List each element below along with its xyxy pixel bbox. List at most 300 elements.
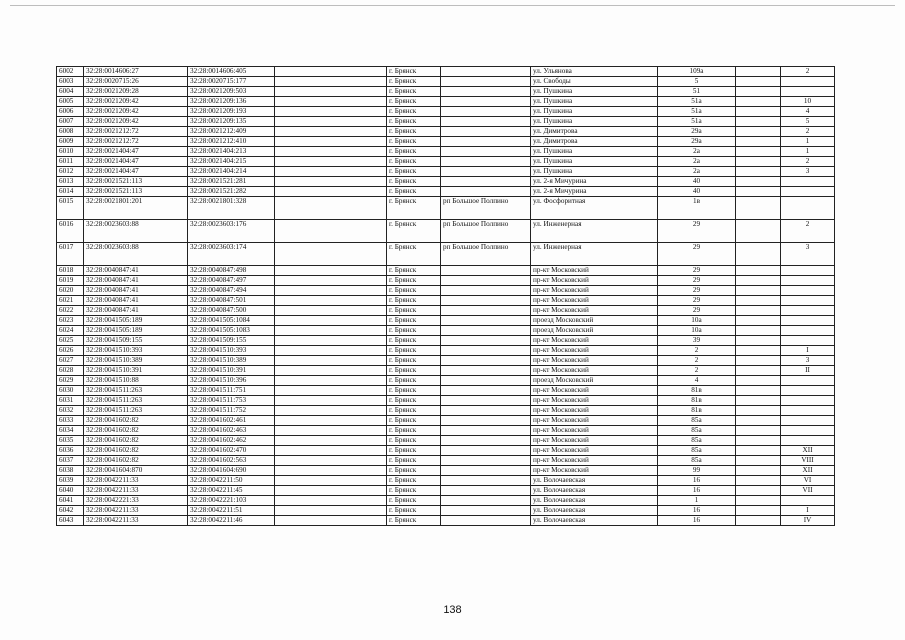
- cell-city: г. Брянск: [387, 516, 441, 526]
- cell-row-number: 6038: [57, 466, 84, 476]
- cell-city: г. Брянск: [387, 117, 441, 127]
- cell-city: г. Брянск: [387, 306, 441, 316]
- cell-cadastral-number-object: 32:28:0041511:753: [188, 396, 275, 406]
- cell-apartment: XII: [781, 466, 835, 476]
- cell-street: проезд Московский: [531, 316, 658, 326]
- cell-building: [736, 276, 781, 286]
- cell-building: [736, 346, 781, 356]
- cell-street: ул. Волочаевская: [531, 516, 658, 526]
- cell-street: ул. 2-я Мичурина: [531, 177, 658, 187]
- cell-street: проезд Московский: [531, 376, 658, 386]
- cell-cadastral-number-parcel: 32:28:0021212:72: [84, 127, 188, 137]
- cell-apartment: [781, 286, 835, 296]
- cell-building: [736, 157, 781, 167]
- cell-building: [736, 496, 781, 506]
- cell-settlement: [441, 466, 531, 476]
- cell-house-number: 10а: [658, 326, 736, 336]
- cell-city: г. Брянск: [387, 296, 441, 306]
- cell-col-empty: [275, 436, 387, 446]
- cell-cadastral-number-object: 32:28:0041511:752: [188, 406, 275, 416]
- table-row: [57, 117, 835, 127]
- cell-settlement: [441, 356, 531, 366]
- cell-apartment: [781, 426, 835, 436]
- cell-house-number: 81в: [658, 406, 736, 416]
- cell-apartment: 2: [781, 127, 835, 137]
- cell-house-number: 29: [658, 296, 736, 306]
- cell-apartment: [781, 296, 835, 306]
- cell-cadastral-number-parcel: 32:28:0042211:33: [84, 476, 188, 486]
- cell-settlement: [441, 316, 531, 326]
- cell-settlement: [441, 306, 531, 316]
- cell-apartment: [781, 496, 835, 506]
- cell-settlement: [441, 486, 531, 496]
- cell-city: г. Брянск: [387, 266, 441, 276]
- cell-cadastral-number-parcel: 32:28:0021209:42: [84, 97, 188, 107]
- cell-house-number: 29: [658, 306, 736, 316]
- cell-settlement: [441, 87, 531, 97]
- cell-apartment: [781, 436, 835, 446]
- cell-cadastral-number-parcel: 32:28:0021404:47: [84, 157, 188, 167]
- cell-house-number: 1в: [658, 197, 736, 220]
- cell-settlement: [441, 296, 531, 306]
- cell-settlement: рп Большое Полпино: [441, 243, 531, 266]
- table-row: [57, 406, 835, 416]
- cell-city: г. Брянск: [387, 147, 441, 157]
- cell-building: [736, 316, 781, 326]
- cell-cadastral-number-object: 32:28:0021521:282: [188, 187, 275, 197]
- table-row: [57, 496, 835, 506]
- cell-cadastral-number-parcel: 32:28:0041505:189: [84, 326, 188, 336]
- cell-row-number: 6042: [57, 506, 84, 516]
- cell-apartment: 3: [781, 356, 835, 366]
- cell-apartment: [781, 376, 835, 386]
- cell-street: ул. Инженерная: [531, 220, 658, 243]
- cell-col-empty: [275, 396, 387, 406]
- cell-settlement: [441, 117, 531, 127]
- cell-row-number: 6028: [57, 366, 84, 376]
- table-row: [57, 396, 835, 406]
- cell-settlement: [441, 276, 531, 286]
- cell-cadastral-number-object: 32:28:0042211:45: [188, 486, 275, 496]
- cell-building: [736, 137, 781, 147]
- cell-cadastral-number-parcel: 32:28:0041602:82: [84, 456, 188, 466]
- cell-settlement: [441, 286, 531, 296]
- cell-cadastral-number-parcel: 32:28:0023603:88: [84, 243, 188, 266]
- cell-col-empty: [275, 220, 387, 243]
- cell-cadastral-number-parcel: 32:28:0040847:41: [84, 266, 188, 276]
- cell-apartment: [781, 276, 835, 286]
- cell-house-number: 29: [658, 220, 736, 243]
- cell-row-number: 6023: [57, 316, 84, 326]
- cell-row-number: 6017: [57, 243, 84, 266]
- cell-cadastral-number-parcel: 32:28:0021521:113: [84, 177, 188, 187]
- cell-settlement: [441, 406, 531, 416]
- cell-cadastral-number-object: 32:28:0042211:46: [188, 516, 275, 526]
- cell-row-number: 6031: [57, 396, 84, 406]
- cell-col-empty: [275, 336, 387, 346]
- cell-row-number: 6002: [57, 67, 84, 77]
- cell-city: г. Брянск: [387, 243, 441, 266]
- cell-house-number: 16: [658, 486, 736, 496]
- cell-apartment: [781, 416, 835, 426]
- cell-col-empty: [275, 356, 387, 366]
- cell-city: г. Брянск: [387, 67, 441, 77]
- cell-city: г. Брянск: [387, 137, 441, 147]
- cell-row-number: 6011: [57, 157, 84, 167]
- table-row: [57, 336, 835, 346]
- table-row: [57, 356, 835, 366]
- cell-apartment: IV: [781, 516, 835, 526]
- cell-city: г. Брянск: [387, 376, 441, 386]
- cell-city: г. Брянск: [387, 316, 441, 326]
- cell-settlement: [441, 376, 531, 386]
- table-row: [57, 386, 835, 396]
- cell-apartment: [781, 266, 835, 276]
- cell-row-number: 6024: [57, 326, 84, 336]
- cell-cadastral-number-parcel: 32:28:0021212:72: [84, 137, 188, 147]
- cell-apartment: I: [781, 346, 835, 356]
- cell-settlement: [441, 336, 531, 346]
- cell-house-number: 51а: [658, 97, 736, 107]
- cell-street: пр-кт Московский: [531, 446, 658, 456]
- cell-cadastral-number-object: 32:28:0021212:409: [188, 127, 275, 137]
- cell-apartment: 2: [781, 157, 835, 167]
- cell-cadastral-number-parcel: 32:28:0021521:113: [84, 187, 188, 197]
- cell-city: г. Брянск: [387, 356, 441, 366]
- cell-city: г. Брянск: [387, 157, 441, 167]
- cell-apartment: [781, 306, 835, 316]
- table-row: [57, 197, 835, 220]
- cell-col-empty: [275, 376, 387, 386]
- cell-building: [736, 446, 781, 456]
- cell-cadastral-number-parcel: 32:28:0040847:41: [84, 306, 188, 316]
- cell-col-empty: [275, 346, 387, 356]
- cell-row-number: 6036: [57, 446, 84, 456]
- cell-row-number: 6015: [57, 197, 84, 220]
- cell-street: пр-кт Московский: [531, 426, 658, 436]
- cell-house-number: 85а: [658, 456, 736, 466]
- cell-cadastral-number-parcel: 32:28:0021209:42: [84, 117, 188, 127]
- cell-col-empty: [275, 197, 387, 220]
- cell-row-number: 6027: [57, 356, 84, 366]
- cell-settlement: рп Большое Полпино: [441, 197, 531, 220]
- cell-house-number: 29а: [658, 127, 736, 137]
- cell-house-number: 51а: [658, 107, 736, 117]
- cell-house-number: 2: [658, 366, 736, 376]
- cell-street: ул. Пушкина: [531, 147, 658, 157]
- cell-row-number: 6022: [57, 306, 84, 316]
- cell-settlement: [441, 326, 531, 336]
- cell-settlement: [441, 67, 531, 77]
- cell-house-number: 2а: [658, 147, 736, 157]
- table-row: [57, 107, 835, 117]
- cell-cadastral-number-object: 32:28:0040847:500: [188, 306, 275, 316]
- cell-settlement: [441, 386, 531, 396]
- cell-house-number: 1: [658, 496, 736, 506]
- cell-building: [736, 177, 781, 187]
- table-row: [57, 177, 835, 187]
- cell-house-number: 4: [658, 376, 736, 386]
- cell-cadastral-number-parcel: 32:28:0021209:42: [84, 107, 188, 117]
- cell-cadastral-number-object: 32:28:0041602:563: [188, 456, 275, 466]
- cell-apartment: 3: [781, 243, 835, 266]
- cell-cadastral-number-object: 32:28:0041602:463: [188, 426, 275, 436]
- cell-settlement: [441, 157, 531, 167]
- cell-cadastral-number-parcel: 32:28:0041602:82: [84, 436, 188, 446]
- cell-city: г. Брянск: [387, 456, 441, 466]
- table-row: [57, 346, 835, 356]
- cell-cadastral-number-object: 32:28:0040847:498: [188, 266, 275, 276]
- cell-col-empty: [275, 326, 387, 336]
- cell-city: г. Брянск: [387, 97, 441, 107]
- cell-cadastral-number-object: 32:28:0041604:690: [188, 466, 275, 476]
- table-row: [57, 137, 835, 147]
- cell-city: г. Брянск: [387, 416, 441, 426]
- cell-building: [736, 456, 781, 466]
- cell-settlement: [441, 167, 531, 177]
- table-row: [57, 67, 835, 77]
- cell-row-number: 6004: [57, 87, 84, 97]
- cell-cadastral-number-parcel: 32:28:0042211:33: [84, 506, 188, 516]
- cell-apartment: [781, 197, 835, 220]
- cell-cadastral-number-parcel: 32:28:0041511:263: [84, 396, 188, 406]
- cell-apartment: [781, 406, 835, 416]
- cell-cadastral-number-object: 32:28:0040847:497: [188, 276, 275, 286]
- cell-cadastral-number-parcel: 32:28:0042211:33: [84, 486, 188, 496]
- cell-col-empty: [275, 426, 387, 436]
- cell-house-number: 51: [658, 87, 736, 97]
- cell-apartment: [781, 336, 835, 346]
- cell-cadastral-number-object: 32:28:0021209:136: [188, 97, 275, 107]
- cell-cadastral-number-object: 32:28:0021209:135: [188, 117, 275, 127]
- table-row: [57, 87, 835, 97]
- cell-apartment: I: [781, 506, 835, 516]
- cell-cadastral-number-object: 32:28:0041510:393: [188, 346, 275, 356]
- table-body: [57, 67, 835, 526]
- cell-row-number: 6026: [57, 346, 84, 356]
- cell-house-number: 29: [658, 286, 736, 296]
- cell-cadastral-number-parcel: 32:28:0041511:263: [84, 386, 188, 396]
- cell-col-empty: [275, 107, 387, 117]
- cell-col-empty: [275, 456, 387, 466]
- cell-house-number: 29а: [658, 137, 736, 147]
- scan-edge-line: [10, 5, 895, 6]
- cell-city: г. Брянск: [387, 396, 441, 406]
- table-row: [57, 157, 835, 167]
- cell-house-number: 5: [658, 77, 736, 87]
- cell-street: ул. Свободы: [531, 77, 658, 87]
- cell-cadastral-number-parcel: 32:28:0041510:393: [84, 346, 188, 356]
- cell-cadastral-number-parcel: 32:28:0041511:263: [84, 406, 188, 416]
- cell-house-number: 2а: [658, 157, 736, 167]
- cell-street: пр-кт Московский: [531, 366, 658, 376]
- cell-col-empty: [275, 516, 387, 526]
- cell-settlement: [441, 346, 531, 356]
- cell-building: [736, 336, 781, 346]
- cell-row-number: 6005: [57, 97, 84, 107]
- table-row: [57, 456, 835, 466]
- cell-building: [736, 77, 781, 87]
- cell-col-empty: [275, 243, 387, 266]
- cell-street: проезд Московский: [531, 326, 658, 336]
- cell-building: [736, 386, 781, 396]
- cell-street: пр-кт Московский: [531, 396, 658, 406]
- cell-building: [736, 486, 781, 496]
- cell-col-empty: [275, 147, 387, 157]
- cell-apartment: [781, 326, 835, 336]
- cell-cadastral-number-object: 32:28:0021404:215: [188, 157, 275, 167]
- cell-settlement: [441, 97, 531, 107]
- cell-cadastral-number-object: 32:28:0014606:405: [188, 67, 275, 77]
- cell-house-number: 16: [658, 516, 736, 526]
- cell-cadastral-number-parcel: 32:28:0021404:47: [84, 147, 188, 157]
- table-row: [57, 266, 835, 276]
- cell-cadastral-number-parcel: 32:28:0014606:27: [84, 67, 188, 77]
- cell-house-number: 2: [658, 356, 736, 366]
- cell-cadastral-number-parcel: 32:28:0040847:41: [84, 286, 188, 296]
- cell-settlement: [441, 366, 531, 376]
- cell-row-number: 6039: [57, 476, 84, 486]
- cell-row-number: 6008: [57, 127, 84, 137]
- cell-apartment: 2: [781, 220, 835, 243]
- page-number: 138: [443, 604, 462, 616]
- cell-building: [736, 396, 781, 406]
- cell-row-number: 6035: [57, 436, 84, 446]
- cell-building: [736, 220, 781, 243]
- cell-street: ул. Волочаевская: [531, 496, 658, 506]
- cell-cadastral-number-object: 32:28:0041505:1084: [188, 316, 275, 326]
- property-register-table: [56, 66, 835, 526]
- cell-city: г. Брянск: [387, 366, 441, 376]
- cell-row-number: 6033: [57, 416, 84, 426]
- cell-street: ул. Инженерная: [531, 243, 658, 266]
- cell-street: пр-кт Московский: [531, 296, 658, 306]
- cell-city: г. Брянск: [387, 426, 441, 436]
- cell-col-empty: [275, 476, 387, 486]
- cell-col-empty: [275, 496, 387, 506]
- cell-building: [736, 516, 781, 526]
- cell-house-number: 2: [658, 346, 736, 356]
- table-row: [57, 366, 835, 376]
- cell-street: ул. Пушкина: [531, 157, 658, 167]
- cell-settlement: рп Большое Полпино: [441, 220, 531, 243]
- cell-row-number: 6034: [57, 426, 84, 436]
- cell-street: пр-кт Московский: [531, 466, 658, 476]
- cell-row-number: 6029: [57, 376, 84, 386]
- cell-cadastral-number-parcel: 32:28:0041510:88: [84, 376, 188, 386]
- cell-city: г. Брянск: [387, 436, 441, 446]
- cell-building: [736, 97, 781, 107]
- cell-building: [736, 107, 781, 117]
- cell-row-number: 6007: [57, 117, 84, 127]
- cell-building: [736, 376, 781, 386]
- cell-street: ул. Пушкина: [531, 167, 658, 177]
- cell-house-number: 16: [658, 476, 736, 486]
- table-row: [57, 286, 835, 296]
- cell-col-empty: [275, 87, 387, 97]
- cell-cadastral-number-parcel: 32:28:0021801:201: [84, 197, 188, 220]
- table-row: [57, 97, 835, 107]
- cell-col-empty: [275, 316, 387, 326]
- cell-building: [736, 67, 781, 77]
- cell-cadastral-number-object: 32:28:0021209:193: [188, 107, 275, 117]
- table-row: [57, 516, 835, 526]
- cell-house-number: 2а: [658, 167, 736, 177]
- cell-house-number: 16: [658, 506, 736, 516]
- cell-col-empty: [275, 416, 387, 426]
- cell-building: [736, 167, 781, 177]
- cell-apartment: 4: [781, 107, 835, 117]
- cell-row-number: 6010: [57, 147, 84, 157]
- cell-settlement: [441, 456, 531, 466]
- cell-apartment: [781, 386, 835, 396]
- cell-cadastral-number-parcel: 32:28:0041505:189: [84, 316, 188, 326]
- cell-street: пр-кт Московский: [531, 306, 658, 316]
- cell-settlement: [441, 496, 531, 506]
- cell-row-number: 6003: [57, 77, 84, 87]
- cell-settlement: [441, 416, 531, 426]
- cell-row-number: 6025: [57, 336, 84, 346]
- table-row: [57, 446, 835, 456]
- cell-apartment: 1: [781, 147, 835, 157]
- cell-col-empty: [275, 97, 387, 107]
- cell-city: г. Брянск: [387, 177, 441, 187]
- cell-row-number: 6014: [57, 187, 84, 197]
- cell-settlement: [441, 77, 531, 87]
- cell-city: г. Брянск: [387, 496, 441, 506]
- cell-cadastral-number-object: 32:28:0042211:51: [188, 506, 275, 516]
- cell-cadastral-number-object: 32:28:0020715:177: [188, 77, 275, 87]
- cell-city: г. Брянск: [387, 276, 441, 286]
- cell-settlement: [441, 127, 531, 137]
- cell-building: [736, 147, 781, 157]
- cell-row-number: 6009: [57, 137, 84, 147]
- cell-street: ул. Волочаевская: [531, 476, 658, 486]
- cell-house-number: 81в: [658, 386, 736, 396]
- cell-street: пр-кт Московский: [531, 456, 658, 466]
- cell-settlement: [441, 426, 531, 436]
- cell-cadastral-number-object: 32:28:0041510:396: [188, 376, 275, 386]
- cell-col-empty: [275, 187, 387, 197]
- cell-col-empty: [275, 276, 387, 286]
- cell-cadastral-number-object: 32:28:0041602:462: [188, 436, 275, 446]
- cell-cadastral-number-object: 32:28:0042221:103: [188, 496, 275, 506]
- cell-cadastral-number-object: 32:28:0041510:389: [188, 356, 275, 366]
- cell-cadastral-number-object: 32:28:0040847:501: [188, 296, 275, 306]
- cell-row-number: 6043: [57, 516, 84, 526]
- cell-cadastral-number-object: 32:28:0023603:174: [188, 243, 275, 266]
- cell-building: [736, 406, 781, 416]
- cell-cadastral-number-parcel: 32:28:0042221:33: [84, 496, 188, 506]
- cell-building: [736, 436, 781, 446]
- cell-street: ул. Фосфоритная: [531, 197, 658, 220]
- cell-building: [736, 187, 781, 197]
- table-row: [57, 416, 835, 426]
- table-row: [57, 306, 835, 316]
- cell-settlement: [441, 446, 531, 456]
- cell-cadastral-number-parcel: 32:28:0041510:389: [84, 356, 188, 366]
- cell-street: пр-кт Московский: [531, 436, 658, 446]
- cell-cadastral-number-object: 32:28:0021212:410: [188, 137, 275, 147]
- cell-cadastral-number-object: 32:28:0041509:155: [188, 336, 275, 346]
- cell-house-number: 109а: [658, 67, 736, 77]
- cell-apartment: 1: [781, 137, 835, 147]
- cell-city: г. Брянск: [387, 286, 441, 296]
- cell-col-empty: [275, 286, 387, 296]
- cell-city: г. Брянск: [387, 107, 441, 117]
- cell-building: [736, 243, 781, 266]
- cell-col-empty: [275, 157, 387, 167]
